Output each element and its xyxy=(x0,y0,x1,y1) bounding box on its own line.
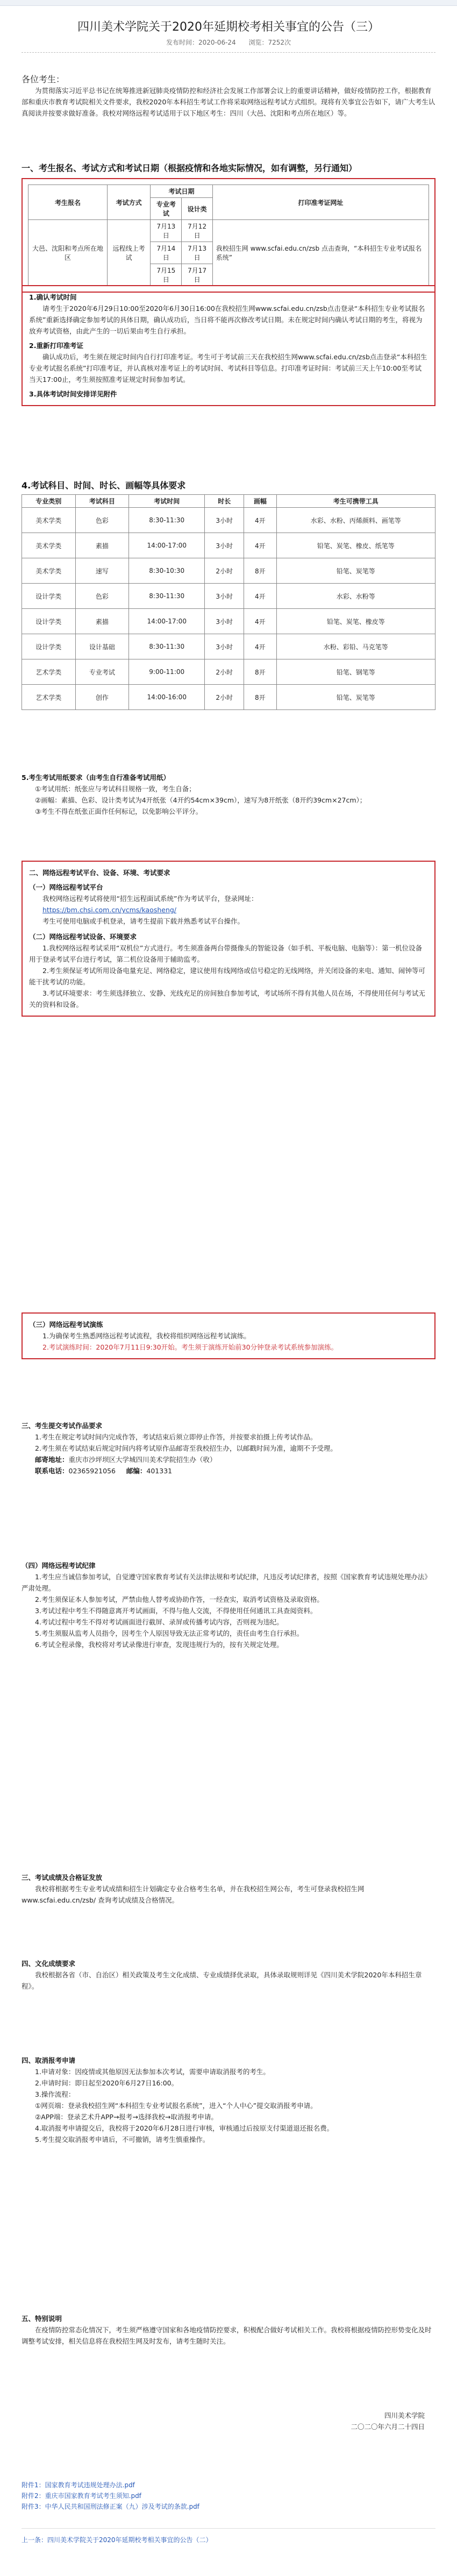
table-row xyxy=(22,508,435,533)
cell-date: 7月17日 xyxy=(182,264,212,286)
table-cell: 8开 xyxy=(244,659,276,685)
section-12-heading: 五、特别说明 xyxy=(22,2315,62,2323)
table-cell: 铅笔、炭笔等 xyxy=(276,558,435,584)
table-cell: 铅笔、炭笔、橡皮、纸笔等 xyxy=(276,533,435,558)
table-cell: 素描 xyxy=(75,533,129,558)
table-cell: 4开 xyxy=(244,584,276,609)
table-cell: 美术学类 xyxy=(22,533,76,558)
cancel-rule: 3.操作流程： xyxy=(35,2090,75,2098)
top-bar xyxy=(0,0,457,6)
item-text: 请考生于2020年6月29日10:00至2020年6月30日16:00在我校招生网www.scfai.edu.cn/zsb点击登录“本科招生专业考试报名系统”重新选择确定参加考试的具体日期，确认成功后，当日将不能再次修改考试日期。未在规定时间内确认考试日期的考生，将视为放弃考试资格，由此产生的一切后果由考生自行承担。 xyxy=(29,304,425,335)
section-5-heading: 二、网络远程考试平台、设备、环境、考试要求 xyxy=(29,869,170,877)
discipline-rule: 2.考生须保证本人参加考试，严禁由他人替考或协助作答，一经查实，取消考试资格及录取资格。 xyxy=(35,1595,324,1603)
footer xyxy=(22,2535,435,2545)
table-cell: 色彩 xyxy=(75,584,129,609)
submit-rule: 1.考生在规定考试时间内完成作答，考试结束后须立即停止作答，并按要求拍摄上传考试作品。 xyxy=(35,1433,317,1441)
discipline-rule: 4.考试过程中考生不得对考试画面进行截屏、录屏或传播考试内容，否则视为违纪。 xyxy=(35,1618,283,1626)
th-tools: 考生可携带工具 xyxy=(276,495,435,508)
intro xyxy=(22,73,435,119)
table-cell: 3小时 xyxy=(205,508,244,533)
tel-label: 联系电话： xyxy=(35,1467,69,1475)
table-row xyxy=(22,584,435,609)
section-10-heading: 四、文化成绩要求 xyxy=(22,1960,76,1968)
footer-divider xyxy=(22,2528,435,2529)
table-cell: 8开 xyxy=(244,685,276,710)
title-divider xyxy=(22,52,435,53)
section-1 xyxy=(22,161,435,293)
section-7 xyxy=(22,1420,435,1477)
table-cell: 美术学类 xyxy=(22,558,76,584)
attachment-link[interactable]: 附件3：中华人民共和国刑法修正案（九）涉及考试的条款.pdf xyxy=(22,2503,199,2510)
address-label: 邮寄地址： xyxy=(35,1456,69,1464)
signature-org: 四川美术学院 xyxy=(384,2411,425,2419)
device-rule: 2.考生须保证考试所用设备电量充足、网络稳定，建议使用有线网络或信号稳定的无线网络，并关闭设备的来电、通知、闹钟等可能干扰考试的功能。 xyxy=(29,967,425,986)
table-cell: 3小时 xyxy=(205,609,244,634)
view-count: 浏览：7252次 xyxy=(248,39,291,46)
section-4 xyxy=(22,772,435,817)
table-cell: 设计学类 xyxy=(22,609,76,634)
table-cell: 水粉、彩铅、马克笔等 xyxy=(276,634,435,659)
th-duration: 时长 xyxy=(205,495,244,508)
table-row xyxy=(22,558,435,584)
table-cell: 8开 xyxy=(244,558,276,584)
table-cell: 4开 xyxy=(244,609,276,634)
section-8-heading: （四）网络远程考试纪律 xyxy=(22,1562,96,1570)
table-cell: 美术学类 xyxy=(22,508,76,533)
cell-url[interactable]: 我校招生网 www.scfai.edu.cn/zsb 点击查询，“本科招生专业考试报名系统” xyxy=(212,220,429,286)
table-cell: 铅笔、炭笔、橡皮等 xyxy=(276,609,435,634)
section-1-heading: 一、考生报名、考试方式和考试日期（根据疫情和各地实际情况，如有调整，另行通知） xyxy=(22,163,358,173)
th-size: 画幅 xyxy=(244,495,276,508)
platform-text-2: 考生可使用电脑或手机登录，请考生提前下载并熟悉考试平台操作。 xyxy=(42,917,245,925)
table-cell: 8:30-11:30 xyxy=(129,584,205,609)
section-6-heading: （三）网络远程考试演练 xyxy=(29,1321,103,1329)
table-cell: 艺术学类 xyxy=(22,685,76,710)
table-cell: 色彩 xyxy=(75,508,129,533)
discipline-rule: 6.考试全程录像，我校将对考试录像进行审查，发现违规行为的，按有关规定处理。 xyxy=(35,1641,283,1649)
table-row xyxy=(22,659,435,685)
attachments xyxy=(22,2480,435,2512)
table-cell: 铅笔、钢笔等 xyxy=(276,659,435,685)
section-12 xyxy=(22,2313,435,2347)
table-cell: 3小时 xyxy=(205,634,244,659)
th-category: 专业类别 xyxy=(22,495,76,508)
table-row xyxy=(22,533,435,558)
table-cell: 4开 xyxy=(244,634,276,659)
subjects-table xyxy=(22,494,435,710)
table-cell: 2小时 xyxy=(205,558,244,584)
cell-date: 7月15日 xyxy=(151,264,182,286)
intro-text: 为贯彻落实习近平总书记在统筹推进新冠肺炎疫情防控和经济社会发展工作部署会议上的重要讲话精神，做好疫情防控工作，根据教育部和重庆市教育考试院相关文件要求，我校2020年本科招生考试工作将采取网络远程考试方式组织。现将有关事宜公告如下，请广大考生认真阅读并按要求做好准备。我校对网络远程考试适用于以下地区考生：四川（大邑、沈阳和考点所在地区）等。 xyxy=(22,87,435,117)
discipline-rule: 5.考生须服从监考人员指令，因考生个人原因导致无法正常考试的，责任由考生自行承担。 xyxy=(35,1629,304,1637)
th-sub-2: 设计类 xyxy=(182,198,212,220)
table-row xyxy=(22,634,435,659)
table-cell: 8:30-11:30 xyxy=(129,634,205,659)
article-meta xyxy=(0,38,457,52)
table-cell: 素描 xyxy=(75,609,129,634)
greeting: 各位考生： xyxy=(22,74,65,84)
paper-rule: ②画幅：素描、色彩、设计类考试为4开纸张（4开约54cm×39cm），速写为8开纸张（8开约39cm×27cm）； xyxy=(35,796,367,804)
cancel-rule: 5.考生提交取消报考申请后，不可撤销，请考生慎重操作。 xyxy=(35,2135,210,2144)
table-cell: 速写 xyxy=(75,558,129,584)
drill-text: 1.为确保考生熟悉网络远程考试流程，我校将组织网络远程考试演练。 xyxy=(42,1332,251,1340)
table-cell: 14:00-17:00 xyxy=(129,533,205,558)
cell-date: 7月13日 xyxy=(151,220,182,242)
cell-date: 7月13日 xyxy=(182,242,212,264)
platform-link[interactable]: https://bm.chsi.com.cn/ycms/kaosheng/ xyxy=(42,906,177,914)
section-11-heading: 四、取消报考申请 xyxy=(22,2056,76,2064)
cancel-rule: ①网页端：登录我校招生网“本科招生专业考试报名系统”，进入“个人中心”提交取消报考申请。 xyxy=(35,2102,317,2110)
table-cell: 创作 xyxy=(75,685,129,710)
cancel-rule: 4.取消报考申请提交后，我校将于2020年6月28日进行审核，审核通过后按原支付渠道退还报名费。 xyxy=(35,2124,334,2132)
signature-date: 二〇二〇年六月二十四日 xyxy=(351,2423,425,2431)
mail-address: 重庆市沙坪坝区大学城四川美术学院招生办（收） xyxy=(68,1456,217,1464)
cell-region: 大邑、沈阳和考点所在地区 xyxy=(28,220,108,286)
th-subject: 考试科目 xyxy=(75,495,129,508)
submit-rule: 2.考生须在考试结束后规定时间内将考试原作品邮寄至我校招生办，以邮戳时间为准，逾期不予受理。 xyxy=(35,1444,337,1452)
section-9 xyxy=(22,1872,435,1906)
tel-number: 02365921056 xyxy=(68,1467,116,1475)
exam-schedule-box xyxy=(22,178,435,293)
paper-rule: ①考试用纸：纸张应与考试科目规格一致，考生自备； xyxy=(35,785,196,793)
item-text: 确认成功后，考生须在规定时间内自行打印准考证。考生可于考试前三天在我校招生网www.scfai.edu.cn/zsb点击登录“本科招生专业考试报名系统”打印准考证，并认真核对准考证上的考试时间、考试科目等信息。打印准考证时间：考试前三天上午10:00至考试当天17:00止，考生须按照准考证规定时间参加考试。 xyxy=(29,353,427,384)
cell-date: 7月14日 xyxy=(151,242,182,264)
table-cell: 专业考试 xyxy=(75,659,129,685)
subjects-caption: 4.考试科目、时间、时长、画幅等具体要求 xyxy=(22,480,186,491)
environment-rule: 3.考试环境要求：考生须选择独立、安静、光线充足的房间独自参加考试，考试场所不得有其他人员在场，不得使用任何与考试无关的资料和设备。 xyxy=(29,989,425,1009)
th-url: 打印准考证网址 xyxy=(212,185,429,220)
table-cell: 2小时 xyxy=(205,685,244,710)
table-cell: 3小时 xyxy=(205,584,244,609)
th-method: 考试方式 xyxy=(108,185,151,220)
section-9-heading: 三、考试成绩及合格证发放 xyxy=(22,1874,103,1882)
table-cell: 设计基础 xyxy=(75,634,129,659)
signature xyxy=(22,2410,435,2432)
discipline-rule: 1.考生应当诚信参加考试，自觉遵守国家教育考试有关法律法规和考试纪律，凡违反考试纪律者，按照《国家教育考试违规处理办法》严肃处理。 xyxy=(22,1573,431,1592)
platform-text: 我校网络远程考试将使用“招生远程面试系统”作为考试平台，登录网址： xyxy=(42,895,258,903)
cancel-rule: ②APP端：登录艺术升APP→报考→选择我校→取消报考申请。 xyxy=(35,2113,218,2121)
section-8 xyxy=(22,1560,435,1650)
section-4-heading: 5.考生考试用纸要求（由考生自行准备考试用纸） xyxy=(22,773,170,782)
cancel-rule: 1.申请对象：因疫情或其他原因无法参加本次考试，需要申请取消报考的考生。 xyxy=(35,2068,270,2076)
section-3 xyxy=(22,479,435,710)
cancel-rule: 2.申请时间：即日起至2020年6月27日16:00。 xyxy=(35,2079,178,2087)
item-heading: 1.确认考试时间 xyxy=(29,293,77,301)
table-row xyxy=(22,609,435,634)
drill-time: 2.考试演练时间：2020年7月11日9:30开始。考生须于演练开始前30分钟登录考试系统参加演练。 xyxy=(42,1343,338,1351)
table-cell: 14:00-16:00 xyxy=(129,685,205,710)
culture-text: 我校根据各省（市、自治区）相关政策及考生文化成绩、专业成绩择优录取，具体录取规则详见《四川美术学院2020年本科招生章程》。 xyxy=(22,1971,422,1990)
table-cell: 3小时 xyxy=(205,533,244,558)
table-cell: 8:30-10:30 xyxy=(129,558,205,584)
th-time: 考试时间 xyxy=(129,495,205,508)
table-cell: 艺术学类 xyxy=(22,659,76,685)
discipline-rule: 3.考试过程中考生不得随意离开考试画面，不得与他人交流，不得使用任何通讯工具查阅资料。 xyxy=(35,1607,317,1615)
subheading: （二）网络远程考试设备、环境要求 xyxy=(29,933,137,941)
section-10 xyxy=(22,1958,435,1992)
table-cell: 铅笔、炭笔等 xyxy=(276,685,435,710)
table-cell: 4开 xyxy=(244,508,276,533)
exam-schedule-table xyxy=(28,184,429,286)
table-cell: 水彩、水粉等 xyxy=(276,584,435,609)
table-cell: 14:00-17:00 xyxy=(129,609,205,634)
paper-rule: ③考生不得在纸张正面作任何标记，以免影响公平评分。 xyxy=(35,807,203,815)
table-cell: 8:30-11:30 xyxy=(129,508,205,533)
section-7-heading: 三、考生提交考试作品要求 xyxy=(22,1422,103,1430)
th-region: 考生报名 xyxy=(28,185,108,220)
attachment-link[interactable]: 附件1：国家教育考试违规处理办法.pdf xyxy=(22,2481,135,2489)
table-cell: 9:00-11:00 xyxy=(129,659,205,685)
th-date: 考试日期 xyxy=(151,185,213,198)
section-2 xyxy=(22,285,435,406)
th-sub-1: 专业考试 xyxy=(151,198,182,220)
prev-article-link[interactable]: 上一条：四川美术学院关于2020年延期校考相关事宜的公告（二） xyxy=(22,2536,212,2544)
section-6 xyxy=(22,1312,435,1359)
cell-date: 7月12日 xyxy=(182,220,212,242)
table-cell: 水彩、水粉、丙烯颜料、画笔等 xyxy=(276,508,435,533)
table-row xyxy=(22,685,435,710)
section-11 xyxy=(22,2055,435,2145)
section-5 xyxy=(22,861,435,1017)
table-cell: 设计学类 xyxy=(22,584,76,609)
score-text: 我校将根据考生专业考试成绩和招生计划确定专业合格考生名单，并在我校招生网公布，考生可登录我校招生网 www.scfai.edu.cn/zsb/ 查询考试成绩及合格情况。 xyxy=(22,1885,365,1904)
table-cell: 设计学类 xyxy=(22,634,76,659)
attachment-link[interactable]: 附件2：重庆市国家教育考试考生须知.pdf xyxy=(22,2492,141,2500)
subheading: （一）网络远程考试平台 xyxy=(29,883,103,891)
post-label: 邮编： xyxy=(126,1467,147,1475)
publish-time: 发布时间：2020-06-24 xyxy=(166,39,236,46)
item-heading: 2.重新打印准考证 xyxy=(29,342,83,350)
item-heading: 3.具体考试时间安排详见附件 xyxy=(29,390,117,398)
table-cell: 4开 xyxy=(244,533,276,558)
device-rule: 1.我校网络远程考试采用“双机位”方式进行。考生须准备两台带摄像头的智能设备（如手机、平板电脑、电脑等）：第一机位设备用于登录考试平台进行考试，第二机位设备用于辅助监考。 xyxy=(29,944,423,963)
special-text: 在疫情防控常态化情况下，考生须严格遵守国家和各地疫情防控要求，积极配合做好考试相关工作。我校将根据疫情防控形势变化及时调整考试安排，相关信息将在我校招生网及时发布，请考生随时关注。 xyxy=(22,2326,432,2345)
cell-method: 远程线上考试 xyxy=(108,220,151,286)
table-cell: 2小时 xyxy=(205,659,244,685)
page-title: 四川美术学院关于2020年延期校考相关事宜的公告（三） xyxy=(77,20,380,34)
post-code: 401331 xyxy=(146,1467,173,1475)
